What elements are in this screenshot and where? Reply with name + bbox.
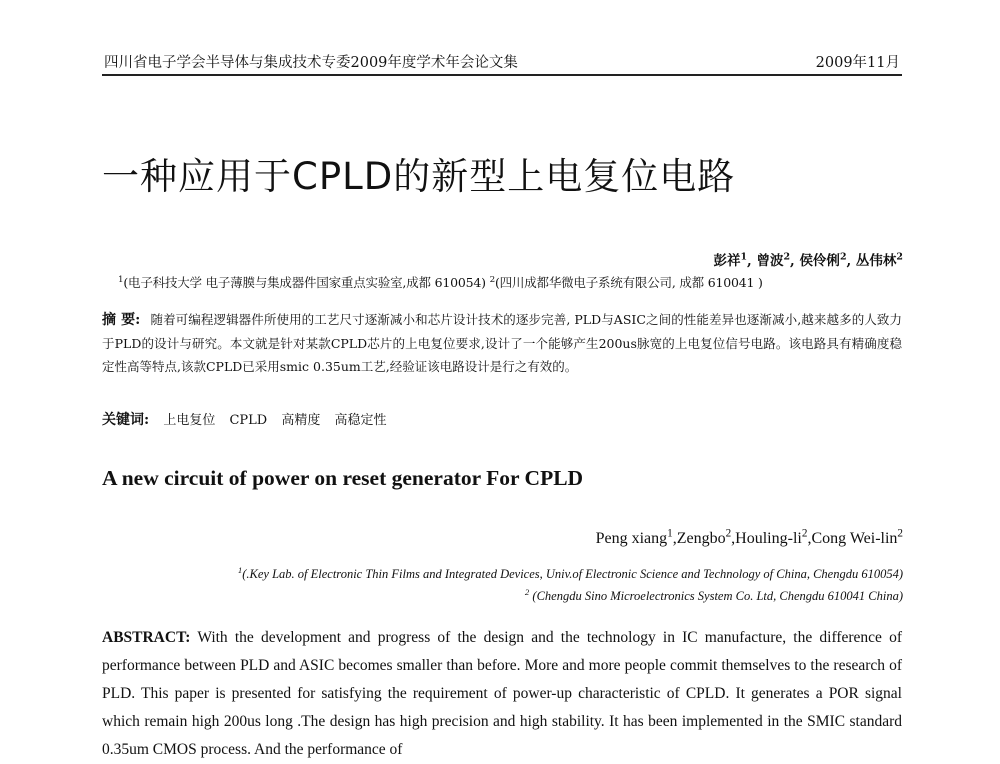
affiliations-chinese [118,273,763,291]
affiliation-text: (.Key Lab. of Electronic Thin Films and Integrated Devices, Univ.of Electronic Science and Technology of China, Chengdu 610054) [242,567,903,581]
abstract-text: With the development and progress of the design and the technology in IC manufacture, the difference of performance between PLD and ASIC becomes smaller than before. More and more people commit themselves to the research of PLD. This paper is presented for satisfying the requirement of power-up characteristic of CPLD. It generates a POR signal which remain high 200us long .The design has high precision and high stability. It has been implemented in the SMIC standard 0.35um CMOS process. And the performance of [102,629,902,758]
authors-english [595,527,903,548]
page-header [102,50,902,76]
keyword: 高精度 [281,413,321,428]
journal-name: 四川省电子学会半导体与集成技术专委2009年度学术年会论文集 [104,55,518,71]
author-name: 曾波 [756,253,784,269]
abstract-english [102,624,902,764]
author-superscript: 1 [667,527,673,540]
abstract-text: 随着可编程逻辑器件所使用的工艺尺寸逐渐减小和芯片设计技术的逐步完善, PLD与ASIC之间的性能差异也逐渐减小,越来越多的人致力于PLD的设计与研究。本文就是针对某款CPLD芯片的上电复位要求,设计了一个能够产生200us脉宽的上电复位信号电路。该电路具有精确度稳定性高等特点,该款CPLD已采用smic 0.35um工艺,经验证该电路设计是行之有效的。 [102,312,903,374]
affiliation-text: (Chengdu Sino Microelectronics System Co. Ltd, Chengdu 610041 China) [532,589,903,603]
publication-date: 2009年11月 [815,55,900,71]
authors-chinese: 彭祥$^1$, 曾波$^2$, 侯伶俐$^2$, 丛伟林$^2$ [713,251,903,269]
author-superscript: 2 [897,527,903,540]
affiliation-superscript: 1 [237,564,243,575]
keywords-label: 关键词: [102,412,150,428]
abstract-chinese [102,308,902,378]
author-superscript: 2 [783,251,791,263]
paper-title-chinese: 一种应用于CPLD的新型上电复位电路 [102,155,736,198]
author-superscript: 1 [740,251,748,263]
author-superscript: 2 [725,527,732,540]
affiliation-text: (四川成都华微电子系统有限公司, 成都 610041 ) [494,275,763,290]
affiliation-superscript: 1 [118,274,124,285]
paper-title-english: A new circuit of power on reset generator For CPLD [102,466,584,490]
author-superscript: 2 [801,527,808,540]
author-name: 侯伶俐 [799,253,840,269]
keywords-chinese [102,409,387,429]
abstract-label: ABSTRACT: [102,629,191,646]
keyword: 上电复位 [163,413,216,428]
author-superscript: 2 [896,251,903,263]
author-name: 彭祥 [713,253,741,269]
keyword: CPLD [229,413,268,428]
author-name: ,Cong Wei-lin [807,530,898,547]
author-name: ,Zengbo [672,530,726,547]
author-name: ,Houling-li [731,530,802,547]
abstract-label: 摘 要: [102,312,141,328]
affiliation-english-2 [524,586,903,604]
author-name: 丛伟林 [855,253,897,269]
affiliation-superscript: 2 [489,274,495,285]
author-name: Peng xiang [595,530,668,547]
author-superscript: 2 [839,251,847,263]
affiliation-text: (电子科技大学 电子薄膜与集成器件国家重点实验室,成都 610054) [123,275,486,290]
keyword: 高稳定性 [334,413,387,428]
affiliation-english-1 [237,564,903,582]
affiliation-superscript: 2 [524,586,530,597]
